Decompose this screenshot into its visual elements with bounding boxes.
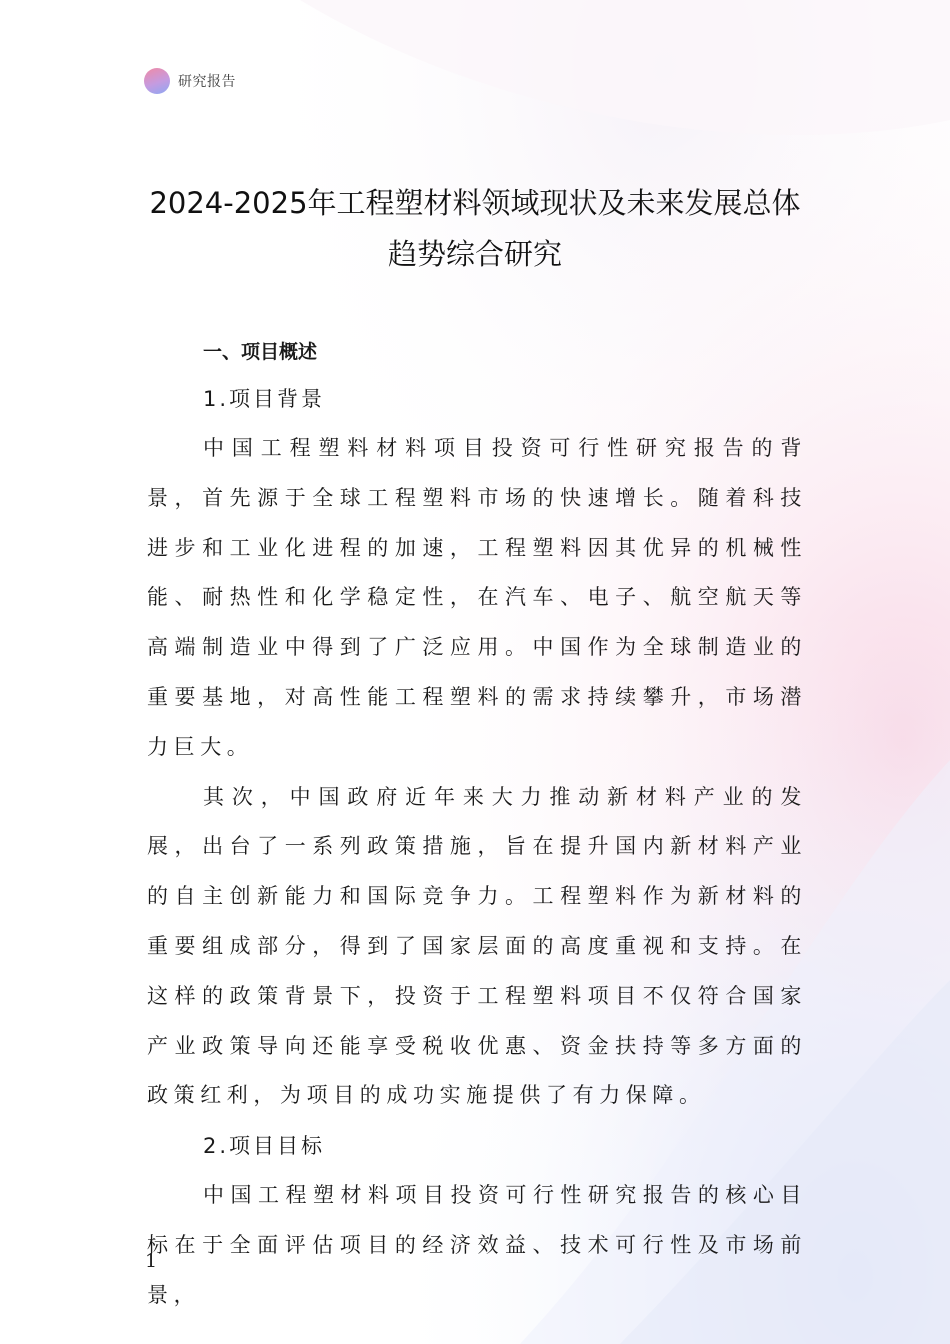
subsection-heading-goals: 2.项目目标 — [203, 1134, 326, 1159]
paragraph-background-2: 其次，中国政府近年来大力推动新材料产业的发展，出台了一系列政策措施，旨在提升国内新材料产业的自主创新能力和国际竞争力。工程塑料作为新材料的重要组成部分，得到了国家层面的高度重视和支持。在这样的政策背景下，投资于工程塑料项目不仅符合国家产业政策导向还能享受税收优惠、资金扶持等多方面的政策红利，为项目的成功实施提供了有力保障。 — [147, 784, 807, 1108]
page-number: 1 — [145, 1250, 158, 1272]
logo-circle — [144, 68, 170, 94]
paragraph-background-1: 中国工程塑料材料项目投资可行性研究报告的背景，首先源于全球工程塑料市场的快速增长。随着科技进步和工业化进程的加速，工程塑料因其优异的机械性能、耐热性和化学稳定性，在汽车、电子、航空航天等高端制造业中得到了广泛应用。中国作为全球制造业的重要基地，对高性能工程塑料的需求持续攀升，市场潜力巨大。 — [147, 436, 807, 759]
header-label: 研究报告 — [178, 74, 236, 90]
document-title: 2024-2025年工程塑材料领域现状及未来发展总体趋势综合研究 — [149, 186, 801, 271]
report-header — [144, 66, 236, 96]
section-heading-overview: 一、项目概述 — [203, 341, 318, 363]
paragraph-goals-1: 中国工程塑材料项目投资可行性研究报告的核心目标在于全面评估项目的经济效益、技术可行性及市场前景， — [147, 1183, 807, 1307]
subsection-heading-background: 1.项目背景 — [203, 387, 326, 411]
document-body — [147, 330, 807, 1321]
